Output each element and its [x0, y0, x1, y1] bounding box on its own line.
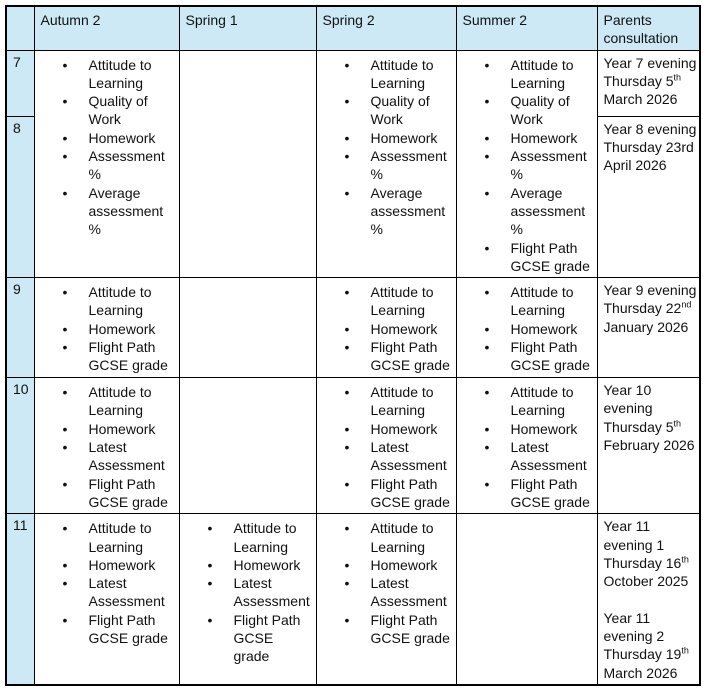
bullet-text: Assessment %: [88, 148, 165, 183]
bullet-text: Flight Path GCSE grade: [370, 339, 450, 374]
bullet-icon: •: [484, 439, 490, 456]
bullet-item: [343, 420, 453, 438]
bullet-icon: •: [344, 129, 350, 146]
bullet-icon: •: [484, 184, 490, 201]
bullet-icon: •: [484, 284, 490, 301]
bullet-list: [206, 519, 313, 665]
bullet-icon: •: [62, 339, 68, 356]
ordinal-superscript: th: [673, 72, 682, 83]
year-cell-7: 7: [6, 50, 34, 116]
cell-year10-spring1: [179, 378, 316, 514]
cell-year9-autumn2: [34, 278, 179, 378]
cell-year11-autumn2: [34, 514, 179, 685]
consultation-line: evening 2: [603, 628, 665, 645]
bullet-icon: •: [344, 56, 350, 73]
bullet-list: [483, 283, 594, 374]
bullet-text: Attitude to Learning: [233, 520, 297, 555]
bullet-item: [343, 438, 453, 475]
bullet-item: [61, 283, 176, 320]
bullet-icon: •: [62, 439, 68, 456]
bullet-text: Homework: [88, 129, 156, 146]
bullet-text: Homework: [370, 320, 438, 337]
bullet-icon: •: [344, 339, 350, 356]
bullet-icon: •: [62, 611, 68, 628]
consultation-line: Year 8 evening: [603, 120, 697, 137]
year-cell-11: 11: [6, 514, 34, 685]
column-header-spring-1: Spring 1: [179, 6, 316, 50]
bullet-text: Quality of Work: [88, 93, 148, 128]
cell-year9-parents: [597, 278, 700, 378]
bullet-item: [206, 556, 313, 574]
bullet-text: Attitude to Learning: [370, 520, 434, 555]
cell-year11-parents: [597, 514, 700, 685]
bullet-icon: •: [207, 556, 213, 573]
bullet-icon: •: [62, 320, 68, 337]
bullet-item: [206, 611, 313, 666]
bullet-text: Latest Assessment: [233, 575, 310, 610]
column-header-blank: [6, 6, 34, 50]
bullet-item: [61, 574, 176, 611]
bullet-item: [483, 420, 594, 438]
bullet-text: Average assessment %: [88, 184, 164, 238]
cell-year9-summer2: [456, 278, 597, 378]
bullet-icon: •: [344, 93, 350, 110]
bullet-item: [343, 283, 453, 320]
bullet-item: [343, 320, 453, 338]
bullet-icon: •: [484, 56, 490, 73]
cell-year10-spring2: [316, 378, 456, 514]
bullet-icon: •: [484, 475, 490, 492]
bullet-list: [61, 519, 176, 647]
consultation-line: Thursday 16th: [603, 554, 689, 571]
bullet-list: [61, 283, 176, 374]
bullet-text: Homework: [88, 320, 156, 337]
bullet-list: [343, 283, 453, 374]
bullet-text: Homework: [370, 420, 438, 437]
cell-year7-8-summer2: [456, 50, 597, 278]
bullet-item: [61, 338, 176, 375]
bullet-icon: •: [484, 384, 490, 401]
bullet-text: Latest Assessment: [88, 439, 165, 474]
bullet-item: [483, 438, 594, 475]
bullet-icon: •: [62, 420, 68, 437]
bullet-icon: •: [207, 575, 213, 592]
bullet-item: [343, 519, 453, 556]
bullet-text: Homework: [510, 129, 578, 146]
bullet-text: Latest Assessment: [370, 575, 447, 610]
consultation-line: Thursday 5th: [603, 418, 682, 435]
bullet-text: Assessment %: [370, 148, 447, 183]
bullet-text: Attitude to Learning: [370, 384, 434, 419]
consultation-line: January 2026: [603, 318, 689, 335]
bullet-text: Assessment %: [510, 148, 587, 183]
bullet-text: Latest Assessment: [88, 575, 165, 610]
bullet-item: [483, 383, 594, 420]
bullet-icon: •: [62, 129, 68, 146]
bullet-icon: •: [484, 420, 490, 437]
bullet-icon: •: [62, 384, 68, 401]
bullet-icon: •: [484, 320, 490, 337]
bullet-text: Homework: [88, 556, 156, 573]
bullet-text: Attitude to Learning: [510, 384, 574, 419]
bullet-icon: •: [344, 420, 350, 437]
table-row-year11: [6, 514, 700, 685]
bullet-item: [343, 611, 453, 648]
year-cell-9: 9: [6, 278, 34, 378]
column-header-parents-consultation: Parents consultation: [597, 6, 700, 50]
bullet-item: [343, 147, 453, 184]
bullet-text: Quality of Work: [510, 93, 570, 128]
column-header-autumn-2: Autumn 2: [34, 6, 179, 50]
bullet-icon: •: [344, 520, 350, 537]
consultation-line: evening 1: [603, 536, 665, 553]
bullet-icon: •: [484, 129, 490, 146]
bullet-icon: •: [62, 148, 68, 165]
consultation-line: Year 10: [603, 382, 652, 399]
bullet-item: [343, 338, 453, 375]
bullet-item: [61, 611, 176, 648]
bullet-item: [483, 129, 594, 147]
cell-year11-summer2: [456, 514, 597, 685]
bullet-text: Flight Path GCSE grade: [233, 611, 301, 665]
consultation-line: Year 7 evening: [603, 54, 697, 71]
consultation-line: March 2026: [603, 91, 678, 108]
bullet-item: [61, 438, 176, 475]
bullet-list: [343, 56, 453, 239]
bullet-text: Attitude to Learning: [88, 520, 152, 555]
ordinal-superscript: th: [681, 645, 689, 656]
bullet-icon: •: [344, 556, 350, 573]
bullet-icon: •: [344, 148, 350, 165]
bullet-icon: •: [62, 575, 68, 592]
bullet-list: [483, 383, 594, 511]
consultation-line: [604, 590, 698, 608]
bullet-text: Attitude to Learning: [88, 56, 152, 91]
consultation-line: April 2026: [603, 157, 667, 174]
bullet-icon: •: [484, 339, 490, 356]
bullet-item: [61, 475, 176, 512]
bullet-item: [61, 519, 176, 556]
consultation-line: March 2026: [603, 664, 678, 681]
consultation-line: Thursday 19th: [603, 645, 689, 663]
bullet-item: [483, 184, 594, 239]
bullet-icon: •: [344, 320, 350, 337]
ordinal-superscript: nd: [681, 299, 692, 310]
bullet-icon: •: [62, 284, 68, 301]
column-header-summer-2: Summer 2: [456, 6, 597, 50]
year-cell-10: 10: [6, 378, 34, 514]
bullet-text: Homework: [370, 556, 438, 573]
bullet-text: Homework: [510, 320, 578, 337]
header-row: [6, 6, 700, 50]
bullet-text: Average assessment %: [510, 184, 586, 238]
bullet-text: Attitude to Learning: [370, 284, 434, 319]
bullet-item: [483, 147, 594, 184]
consultation-line: Year 11: [603, 609, 651, 626]
cell-year8-parents: [597, 116, 700, 277]
bullet-icon: •: [484, 239, 490, 256]
bullet-icon: •: [344, 439, 350, 456]
table-row-year9: [6, 278, 700, 378]
bullet-item: [343, 475, 453, 512]
bullet-item: [343, 574, 453, 611]
bullet-text: Attitude to Learning: [510, 284, 574, 319]
bullet-text: Quality of Work: [370, 93, 430, 128]
bullet-text: Latest Assessment: [370, 439, 447, 474]
ordinal-superscript: th: [673, 418, 682, 429]
bullet-icon: •: [484, 148, 490, 165]
bullet-item: [61, 147, 176, 184]
bullet-item: [483, 56, 594, 93]
cell-year10-parents: [597, 378, 700, 514]
bullet-item: [483, 475, 594, 512]
bullet-icon: •: [62, 520, 68, 537]
bullet-item: [483, 283, 594, 320]
bullet-item: [483, 239, 594, 276]
bullet-item: [61, 556, 176, 574]
bullet-icon: •: [484, 93, 490, 110]
bullet-text: Homework: [88, 420, 156, 437]
cell-year10-summer2: [456, 378, 597, 514]
bullet-text: Homework: [233, 556, 301, 573]
bullet-text: Latest Assessment: [510, 439, 587, 474]
bullet-text: Attitude to Learning: [88, 384, 152, 419]
bullet-icon: •: [344, 384, 350, 401]
bullet-text: Flight Path GCSE grade: [510, 239, 590, 274]
bullet-text: Attitude to Learning: [370, 56, 434, 91]
bullet-text: Flight Path GCSE grade: [88, 611, 168, 647]
bullet-item: [61, 420, 176, 438]
consultation-line: Thursday 22nd: [603, 299, 692, 317]
bullet-item: [61, 320, 176, 338]
reporting-schedule-table: [5, 5, 701, 686]
bullet-icon: •: [344, 284, 350, 301]
cell-year7-parents: [597, 50, 700, 116]
bullet-icon: •: [62, 93, 68, 110]
bullet-text: Flight Path GCSE grade: [88, 475, 168, 510]
bullet-item: [483, 338, 594, 375]
bullet-item: [61, 129, 176, 147]
consultation-line: Thursday 5th: [603, 72, 682, 89]
bullet-list: [61, 56, 176, 239]
consultation-line: evening: [603, 400, 653, 417]
bullet-icon: •: [62, 475, 68, 492]
cell-year7-8-spring1: [179, 50, 316, 278]
bullet-item: [343, 556, 453, 574]
year-cell-8: 8: [6, 116, 34, 277]
bullet-text: Flight Path GCSE grade: [510, 475, 590, 510]
bullet-text: Flight Path GCSE grade: [370, 611, 450, 647]
bullet-icon: •: [62, 556, 68, 573]
bullet-item: [343, 383, 453, 420]
bullet-item: [61, 92, 176, 129]
bullet-list: [483, 56, 594, 276]
bullet-item: [61, 184, 176, 239]
cell-year9-spring1: [179, 278, 316, 378]
bullet-icon: •: [344, 611, 350, 628]
bullet-item: [61, 383, 176, 420]
bullet-icon: •: [344, 475, 350, 492]
consultation-line: Year 11: [603, 518, 651, 535]
cell-year11-spring1: [179, 514, 316, 685]
bullet-text: Flight Path GCSE grade: [370, 475, 450, 510]
bullet-item: [483, 320, 594, 338]
bullet-list: [343, 383, 453, 511]
bullet-text: Homework: [370, 129, 438, 146]
bullet-list: [343, 519, 453, 647]
bullet-item: [343, 184, 453, 239]
bullet-text: Homework: [510, 420, 578, 437]
bullet-icon: •: [207, 520, 213, 537]
bullet-item: [483, 92, 594, 129]
table-row-year10: [6, 378, 700, 514]
cell-year7-8-autumn2: [34, 50, 179, 278]
bullet-list: [61, 383, 176, 511]
bullet-text: Attitude to Learning: [88, 284, 152, 319]
cell-year9-spring2: [316, 278, 456, 378]
column-header-spring-2: Spring 2: [316, 6, 456, 50]
bullet-icon: •: [344, 184, 350, 201]
bullet-item: [343, 129, 453, 147]
bullet-item: [343, 92, 453, 129]
bullet-item: [206, 574, 313, 611]
bullet-item: [206, 519, 313, 556]
bullet-text: Flight Path GCSE grade: [88, 339, 168, 374]
table-row-year7: [6, 50, 700, 116]
bullet-text: Flight Path GCSE grade: [510, 339, 590, 374]
bullet-icon: •: [62, 56, 68, 73]
bullet-text: Average assessment %: [370, 184, 446, 238]
bullet-icon: •: [344, 575, 350, 592]
bullet-item: [61, 56, 176, 93]
consultation-line: Thursday 23rd: [603, 139, 694, 156]
consultation-line: October 2025: [603, 573, 689, 590]
bullet-item: [343, 56, 453, 93]
bullet-icon: •: [62, 184, 68, 201]
cell-year10-autumn2: [34, 378, 179, 514]
bullet-text: Attitude to Learning: [510, 56, 574, 91]
ordinal-superscript: th: [681, 554, 689, 565]
consultation-line: February 2026: [603, 437, 695, 454]
bullet-icon: •: [207, 611, 213, 628]
cell-year7-8-spring2: [316, 50, 456, 278]
cell-year11-spring2: [316, 514, 456, 685]
consultation-line: Year 9 evening: [603, 282, 697, 299]
